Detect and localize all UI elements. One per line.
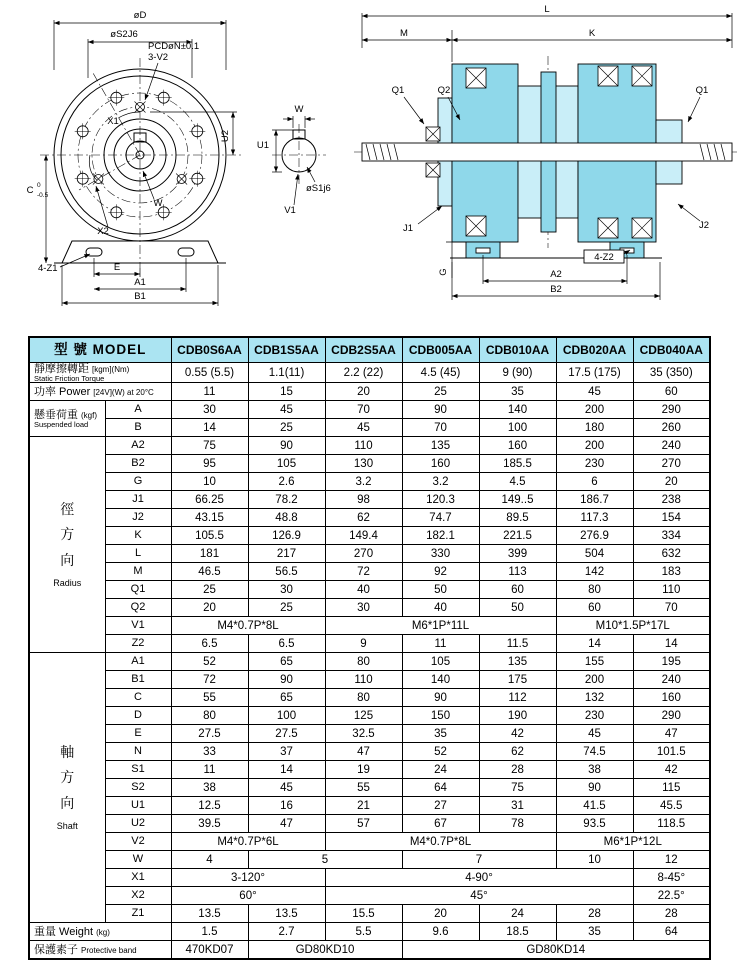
value-cell: 200 bbox=[556, 437, 633, 455]
value-cell: 72 bbox=[171, 671, 248, 689]
value-cell: 330 bbox=[402, 545, 479, 563]
dim-label-c-tol-upper: 0 bbox=[37, 182, 41, 189]
value-cell: 240 bbox=[633, 437, 710, 455]
value-cell: 113 bbox=[479, 563, 556, 581]
dim-label-c-tol-lower: -0.5 bbox=[37, 192, 49, 199]
dim-label-x1: X1 bbox=[107, 116, 119, 127]
side-view-drawing bbox=[354, 4, 740, 300]
param-label: A bbox=[105, 401, 171, 419]
value-cell: 200 bbox=[556, 401, 633, 419]
value-cell: 42 bbox=[479, 725, 556, 743]
value-cell: 276.9 bbox=[556, 527, 633, 545]
value-cell: 9 bbox=[325, 635, 402, 653]
param-label: N bbox=[105, 743, 171, 761]
param-label: Z2 bbox=[105, 635, 171, 653]
value-cell: 150 bbox=[402, 707, 479, 725]
param-label: B bbox=[105, 419, 171, 437]
value-cell: 66.25 bbox=[171, 491, 248, 509]
param-label: L bbox=[105, 545, 171, 563]
value-cell: 190 bbox=[479, 707, 556, 725]
dim-label-od: øD bbox=[133, 10, 147, 21]
value-cell: 37 bbox=[248, 743, 325, 761]
value-cell: 15.5 bbox=[325, 905, 402, 923]
value-cell: 7 bbox=[402, 851, 556, 869]
value-cell: 28 bbox=[479, 761, 556, 779]
value-cell: 1.1(11) bbox=[248, 363, 325, 383]
value-cell: 1.5 bbox=[171, 923, 248, 941]
value-cell: GD80KD10 bbox=[248, 941, 402, 960]
value-cell: 11.5 bbox=[479, 635, 556, 653]
value-cell: 90 bbox=[248, 671, 325, 689]
value-cell: 60 bbox=[556, 599, 633, 617]
value-cell: 38 bbox=[556, 761, 633, 779]
value-cell: M6*1P*11L bbox=[325, 617, 556, 635]
value-cell: 181 bbox=[171, 545, 248, 563]
value-cell: 95 bbox=[171, 455, 248, 473]
dim-label-q2: Q2 bbox=[437, 85, 451, 96]
value-cell: 110 bbox=[325, 437, 402, 455]
value-cell: 70 bbox=[633, 599, 710, 617]
value-cell: 125 bbox=[325, 707, 402, 725]
value-cell: 149.4 bbox=[325, 527, 402, 545]
value-cell: 52 bbox=[402, 743, 479, 761]
value-cell: 399 bbox=[479, 545, 556, 563]
value-cell: 118.5 bbox=[633, 815, 710, 833]
value-cell: 175 bbox=[479, 671, 556, 689]
value-cell: 290 bbox=[633, 401, 710, 419]
value-cell: 14 bbox=[248, 761, 325, 779]
value-cell: 74.7 bbox=[402, 509, 479, 527]
dim-label-w-keyway: W bbox=[294, 104, 304, 115]
model-name: CDB005AA bbox=[402, 337, 479, 363]
value-cell: 20 bbox=[633, 473, 710, 491]
value-cell: 110 bbox=[325, 671, 402, 689]
value-cell: 78 bbox=[479, 815, 556, 833]
dim-label-k: K bbox=[588, 28, 596, 39]
value-cell: 39.5 bbox=[171, 815, 248, 833]
value-cell: M6*1P*12L bbox=[556, 833, 710, 851]
dim-label-q1-left: Q1 bbox=[391, 85, 405, 96]
dim-label-c: C bbox=[26, 185, 34, 196]
value-cell: 56.5 bbox=[248, 563, 325, 581]
value-cell: 80 bbox=[325, 653, 402, 671]
value-cell: 40 bbox=[402, 599, 479, 617]
value-cell: 9.6 bbox=[402, 923, 479, 941]
value-cell: 154 bbox=[633, 509, 710, 527]
model-name: CDB020AA bbox=[556, 337, 633, 363]
value-cell: 45 bbox=[556, 383, 633, 401]
value-cell: 22.5° bbox=[633, 887, 710, 905]
value-cell: 105 bbox=[248, 455, 325, 473]
value-cell: 78.2 bbox=[248, 491, 325, 509]
value-cell: 183 bbox=[633, 563, 710, 581]
value-cell: 33 bbox=[171, 743, 248, 761]
value-cell: 200 bbox=[556, 671, 633, 689]
value-cell: 112 bbox=[479, 689, 556, 707]
value-cell: 92 bbox=[402, 563, 479, 581]
value-cell: 90 bbox=[556, 779, 633, 797]
param-label: X1 bbox=[105, 869, 171, 887]
param-label: V2 bbox=[105, 833, 171, 851]
value-cell: 110 bbox=[633, 581, 710, 599]
value-cell: 16 bbox=[248, 797, 325, 815]
value-cell: 17.5 (175) bbox=[556, 363, 633, 383]
value-cell: 0.55 (5.5) bbox=[171, 363, 248, 383]
dim-label-j1: J1 bbox=[402, 223, 414, 234]
value-cell: 160 bbox=[402, 455, 479, 473]
value-cell: 160 bbox=[633, 689, 710, 707]
value-cell: 62 bbox=[479, 743, 556, 761]
dim-label-q1-right: Q1 bbox=[695, 85, 709, 96]
value-cell: 52 bbox=[171, 653, 248, 671]
value-cell: 60 bbox=[479, 581, 556, 599]
model-name: CDB1S5AA bbox=[248, 337, 325, 363]
value-cell: 28 bbox=[633, 905, 710, 923]
value-cell: 25 bbox=[402, 383, 479, 401]
value-cell: 67 bbox=[402, 815, 479, 833]
technical-drawings bbox=[0, 0, 742, 326]
value-cell: 70 bbox=[325, 401, 402, 419]
value-cell: 6 bbox=[556, 473, 633, 491]
value-cell: 105.5 bbox=[171, 527, 248, 545]
value-cell: 35 (350) bbox=[633, 363, 710, 383]
value-cell: 290 bbox=[633, 707, 710, 725]
value-cell: 11 bbox=[402, 635, 479, 653]
param-label: J2 bbox=[105, 509, 171, 527]
value-cell: 10 bbox=[556, 851, 633, 869]
value-cell: 27.5 bbox=[171, 725, 248, 743]
value-cell: M10*1.5P*17L bbox=[556, 617, 710, 635]
model-name: CDB040AA bbox=[633, 337, 710, 363]
value-cell: 334 bbox=[633, 527, 710, 545]
value-cell: 60 bbox=[633, 383, 710, 401]
value-cell: 13.5 bbox=[171, 905, 248, 923]
value-cell: 180 bbox=[556, 419, 633, 437]
row-label: 靜摩擦轉距 [kgm](Nm) Static Friction Torque bbox=[29, 363, 171, 383]
value-cell: 117.3 bbox=[556, 509, 633, 527]
value-cell: 80 bbox=[556, 581, 633, 599]
value-cell: 238 bbox=[633, 491, 710, 509]
value-cell: 2.6 bbox=[248, 473, 325, 491]
value-cell: 30 bbox=[325, 599, 402, 617]
param-label: D bbox=[105, 707, 171, 725]
model-header-label: 型 號 MODEL bbox=[29, 337, 171, 363]
shaft-section-drawing bbox=[257, 104, 331, 216]
value-cell: 25 bbox=[171, 581, 248, 599]
dim-label-l: L bbox=[544, 4, 550, 15]
value-cell: 50 bbox=[479, 599, 556, 617]
value-cell: 24 bbox=[479, 905, 556, 923]
value-cell: 230 bbox=[556, 455, 633, 473]
value-cell: 4-90° bbox=[325, 869, 633, 887]
value-cell: 4.5 bbox=[479, 473, 556, 491]
param-label: A2 bbox=[105, 437, 171, 455]
value-cell: 27 bbox=[402, 797, 479, 815]
value-cell: 12.5 bbox=[171, 797, 248, 815]
param-label: B1 bbox=[105, 671, 171, 689]
dim-label-os1j6: øS1j6 bbox=[306, 183, 331, 194]
value-cell: 160 bbox=[479, 437, 556, 455]
value-cell: 80 bbox=[171, 707, 248, 725]
value-cell: 240 bbox=[633, 671, 710, 689]
value-cell: 126.9 bbox=[248, 527, 325, 545]
group-label: 軸 方 向 Shaft bbox=[29, 653, 105, 923]
value-cell: 270 bbox=[325, 545, 402, 563]
param-label: C bbox=[105, 689, 171, 707]
value-cell: M4*0.7P*6L bbox=[171, 833, 325, 851]
value-cell: 41.5 bbox=[556, 797, 633, 815]
value-cell: 30 bbox=[171, 401, 248, 419]
dim-label-m: M bbox=[400, 28, 408, 39]
value-cell: 217 bbox=[248, 545, 325, 563]
value-cell: 2.2 (22) bbox=[325, 363, 402, 383]
row-label: 保護素子 Protective band bbox=[29, 941, 171, 960]
value-cell: 135 bbox=[479, 653, 556, 671]
value-cell: 3.2 bbox=[325, 473, 402, 491]
dim-label-v1: V1 bbox=[284, 205, 296, 216]
value-cell: 14 bbox=[556, 635, 633, 653]
row-label: 懸垂荷重 (kgf) Suspended load bbox=[29, 401, 105, 437]
value-cell: 10 bbox=[171, 473, 248, 491]
param-label: J1 bbox=[105, 491, 171, 509]
dim-label-e: E bbox=[113, 262, 121, 273]
value-cell: 14 bbox=[171, 419, 248, 437]
param-label: S1 bbox=[105, 761, 171, 779]
value-cell: 15 bbox=[248, 383, 325, 401]
value-cell: 632 bbox=[633, 545, 710, 563]
value-cell: 221.5 bbox=[479, 527, 556, 545]
dim-label-4z1: 4-Z1 bbox=[38, 263, 58, 274]
value-cell: 155 bbox=[556, 653, 633, 671]
value-cell: 90 bbox=[402, 689, 479, 707]
spec-table-body bbox=[29, 337, 710, 959]
value-cell: 130 bbox=[325, 455, 402, 473]
value-cell: 75 bbox=[171, 437, 248, 455]
value-cell: 260 bbox=[633, 419, 710, 437]
value-cell: 149..5 bbox=[479, 491, 556, 509]
value-cell: 25 bbox=[248, 599, 325, 617]
value-cell: 19 bbox=[325, 761, 402, 779]
value-cell: 140 bbox=[479, 401, 556, 419]
value-cell: 42 bbox=[633, 761, 710, 779]
dim-label-b2: B2 bbox=[550, 284, 562, 295]
param-label: Z1 bbox=[105, 905, 171, 923]
value-cell: 35 bbox=[402, 725, 479, 743]
value-cell: 46.5 bbox=[171, 563, 248, 581]
value-cell: 115 bbox=[633, 779, 710, 797]
param-label: U2 bbox=[105, 815, 171, 833]
dim-label-u1: U1 bbox=[256, 140, 270, 151]
value-cell: 135 bbox=[402, 437, 479, 455]
value-cell: 45° bbox=[325, 887, 633, 905]
param-label: M bbox=[105, 563, 171, 581]
value-cell: 186.7 bbox=[556, 491, 633, 509]
param-label: V1 bbox=[105, 617, 171, 635]
model-name: CDB0S6AA bbox=[171, 337, 248, 363]
value-cell: 11 bbox=[171, 761, 248, 779]
value-cell: 4 bbox=[171, 851, 248, 869]
value-cell: 65 bbox=[248, 689, 325, 707]
value-cell: 55 bbox=[171, 689, 248, 707]
param-label: S2 bbox=[105, 779, 171, 797]
value-cell: 47 bbox=[325, 743, 402, 761]
value-cell: 100 bbox=[479, 419, 556, 437]
value-cell: 132 bbox=[556, 689, 633, 707]
dim-label-pcd: PCDøN±0.1 bbox=[148, 41, 200, 52]
value-cell: 182.1 bbox=[402, 527, 479, 545]
value-cell: 12 bbox=[633, 851, 710, 869]
value-cell: 3.2 bbox=[402, 473, 479, 491]
value-cell: 24 bbox=[402, 761, 479, 779]
value-cell: 20 bbox=[402, 905, 479, 923]
row-label: 功率 Power [24V](W) at 20°C bbox=[29, 383, 171, 401]
value-cell: 230 bbox=[556, 707, 633, 725]
dim-label-u2: U2 bbox=[220, 129, 231, 143]
value-cell: 48.8 bbox=[248, 509, 325, 527]
value-cell: 120.3 bbox=[402, 491, 479, 509]
value-cell: 35 bbox=[556, 923, 633, 941]
dim-label-3v2: 3-V2 bbox=[148, 52, 169, 63]
value-cell: 13.5 bbox=[248, 905, 325, 923]
front-view-drawing bbox=[27, 10, 244, 306]
value-cell: 105 bbox=[402, 653, 479, 671]
value-cell: 20 bbox=[325, 383, 402, 401]
value-cell: 98 bbox=[325, 491, 402, 509]
value-cell: 38 bbox=[171, 779, 248, 797]
dim-label-j2: J2 bbox=[698, 220, 710, 231]
row-label: 重量 Weight (kg) bbox=[29, 923, 171, 941]
value-cell: 62 bbox=[325, 509, 402, 527]
value-cell: 64 bbox=[633, 923, 710, 941]
dim-label-b1: B1 bbox=[134, 291, 146, 302]
value-cell: 14 bbox=[633, 635, 710, 653]
value-cell: 470KD07 bbox=[171, 941, 248, 960]
value-cell: 45 bbox=[325, 419, 402, 437]
value-cell: 55 bbox=[325, 779, 402, 797]
value-cell: 74.5 bbox=[556, 743, 633, 761]
value-cell: 140 bbox=[402, 671, 479, 689]
value-cell: 40 bbox=[325, 581, 402, 599]
dim-label-w-front: W bbox=[153, 198, 163, 209]
value-cell: 142 bbox=[556, 563, 633, 581]
dim-label-4z2: 4-Z2 bbox=[594, 252, 614, 263]
value-cell: 31 bbox=[479, 797, 556, 815]
value-cell: 504 bbox=[556, 545, 633, 563]
param-label: Q2 bbox=[105, 599, 171, 617]
value-cell: 57 bbox=[325, 815, 402, 833]
value-cell: 6.5 bbox=[171, 635, 248, 653]
value-cell: 100 bbox=[248, 707, 325, 725]
value-cell: 30 bbox=[248, 581, 325, 599]
value-cell: 45 bbox=[248, 401, 325, 419]
param-label: U1 bbox=[105, 797, 171, 815]
value-cell: 64 bbox=[402, 779, 479, 797]
value-cell: 89.5 bbox=[479, 509, 556, 527]
value-cell: 11 bbox=[171, 383, 248, 401]
value-cell: 25 bbox=[248, 419, 325, 437]
value-cell: M4*0.7P*8L bbox=[171, 617, 325, 635]
dim-label-os2j6: øS2J6 bbox=[110, 29, 138, 40]
group-label: 徑 方 向 Radius bbox=[29, 437, 105, 653]
value-cell: 45 bbox=[248, 779, 325, 797]
value-cell: 2.7 bbox=[248, 923, 325, 941]
drawings-svg bbox=[0, 0, 742, 326]
value-cell: 80 bbox=[325, 689, 402, 707]
value-cell: 75 bbox=[479, 779, 556, 797]
value-cell: 70 bbox=[402, 419, 479, 437]
value-cell: 28 bbox=[556, 905, 633, 923]
param-label: E bbox=[105, 725, 171, 743]
value-cell: 65 bbox=[248, 653, 325, 671]
dim-label-a2: A2 bbox=[550, 269, 562, 280]
value-cell: 4.5 (45) bbox=[402, 363, 479, 383]
param-label: G bbox=[105, 473, 171, 491]
value-cell: 45.5 bbox=[633, 797, 710, 815]
value-cell: 8-45° bbox=[633, 869, 710, 887]
value-cell: 45 bbox=[556, 725, 633, 743]
value-cell: 47 bbox=[633, 725, 710, 743]
value-cell: 47 bbox=[248, 815, 325, 833]
value-cell: 90 bbox=[402, 401, 479, 419]
dim-label-a1: A1 bbox=[134, 277, 146, 288]
value-cell: 270 bbox=[633, 455, 710, 473]
value-cell: 21 bbox=[325, 797, 402, 815]
value-cell: 5.5 bbox=[325, 923, 402, 941]
value-cell: M4*0.7P*8L bbox=[325, 833, 556, 851]
value-cell: 27.5 bbox=[248, 725, 325, 743]
value-cell: 90 bbox=[248, 437, 325, 455]
value-cell: GD80KD14 bbox=[402, 941, 710, 960]
value-cell: 5 bbox=[248, 851, 402, 869]
value-cell: 35 bbox=[479, 383, 556, 401]
value-cell: 60° bbox=[171, 887, 325, 905]
param-label: K bbox=[105, 527, 171, 545]
model-name: CDB010AA bbox=[479, 337, 556, 363]
spec-table bbox=[28, 336, 711, 960]
value-cell: 18.5 bbox=[479, 923, 556, 941]
value-cell: 72 bbox=[325, 563, 402, 581]
param-label: X2 bbox=[105, 887, 171, 905]
dim-label-x2: X2 bbox=[97, 226, 109, 237]
dim-label-g: G bbox=[438, 268, 449, 276]
value-cell: 20 bbox=[171, 599, 248, 617]
value-cell: 50 bbox=[402, 581, 479, 599]
param-label: A1 bbox=[105, 653, 171, 671]
value-cell: 9 (90) bbox=[479, 363, 556, 383]
value-cell: 32.5 bbox=[325, 725, 402, 743]
value-cell: 3-120° bbox=[171, 869, 325, 887]
value-cell: 6.5 bbox=[248, 635, 325, 653]
param-label: W bbox=[105, 851, 171, 869]
value-cell: 93.5 bbox=[556, 815, 633, 833]
param-label: Q1 bbox=[105, 581, 171, 599]
param-label: B2 bbox=[105, 455, 171, 473]
value-cell: 185.5 bbox=[479, 455, 556, 473]
value-cell: 101.5 bbox=[633, 743, 710, 761]
model-name: CDB2S5AA bbox=[325, 337, 402, 363]
value-cell: 195 bbox=[633, 653, 710, 671]
value-cell: 43.15 bbox=[171, 509, 248, 527]
